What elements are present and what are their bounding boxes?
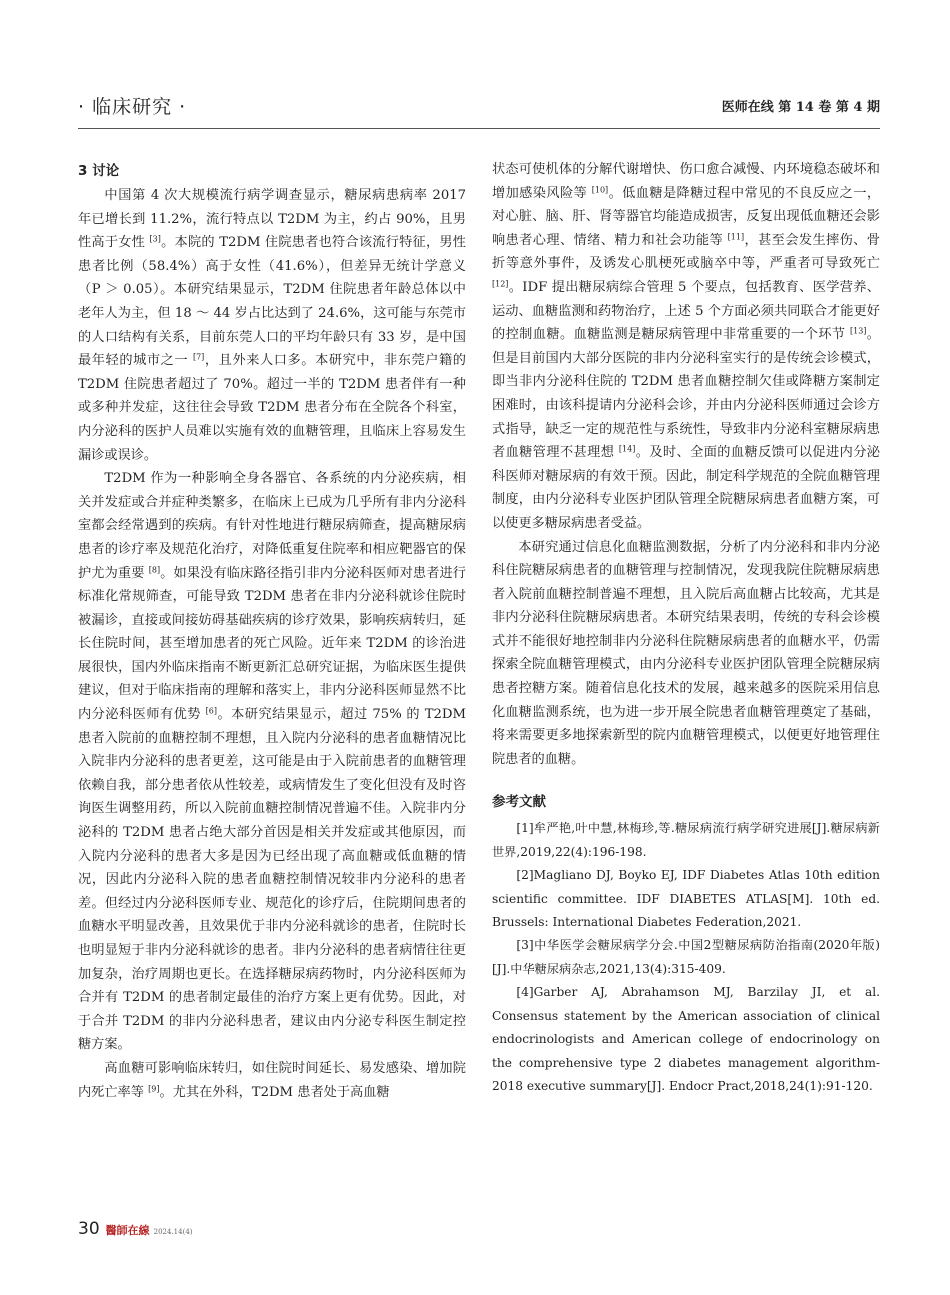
references-title: 参考文献	[492, 794, 546, 811]
body-paragraph	[78, 1057, 466, 1104]
paragraph-text: 。如果没有临床路径指引非内分泌科医师对患者进行标准化常规筛查，可能导致 T2DM 患者在非内分泌科就诊住院时被漏诊，直接或间接妨碍基础疾病的诊疗效果，影响疾病转归，延长住院时间，甚至增加患者的死亡风险。近年来 T2DM 的诊治进展很快，国内外临床指南不断更新汇总研究证据，为临床医生提供建议，但对于临床指南的理解和落实上，非内分泌科医师显然不比内分泌科医师有优势	[78, 565, 466, 723]
issue-label: 2024.14(4)	[153, 1228, 193, 1236]
citation-marker: [11]	[727, 232, 745, 242]
paragraph-text: 。及时、全面的血糖反馈可以促进内分泌科医师对糖尿病的有效干预。因此，制定科学规范的全院血糖管理制度，由内分泌科专业医护团队管理全院糖尿病患者血糖方案，可以使更多糖尿病患者受益。	[492, 445, 880, 531]
page-footer	[78, 1219, 193, 1241]
right-column-body	[492, 158, 880, 771]
left-column-body	[78, 184, 466, 1104]
body-paragraph	[492, 536, 880, 772]
paragraph-text: 。本研究结果显示，超过 75% 的 T2DM 患者入院前的血糖控制不理想，且入院内分泌科的患者血糖情况比入院非内分泌科的患者更差，这可能是由于入院前患者的血糖管理依赖自我，部分患者依从性较差，或病情发生了变化但没有及时咨询医生调整用药，所以入院前血糖控制情况普遍不佳。入院非内分泌科的 T2DM 患者占绝大部分首因是相关并发症或其他原因，而入院内分泌科的患者大多是因为已经出现了高血糖或低血糖的情况，因此内分泌科入院的患者血糖控制情况较非内分泌科的患者差。但经过内分泌科医师专业、规范化的诊疗后，住院期间患者的血糖水平明显改善，且效果优于非内分泌科就诊的患者，住院时长也明显短于非内分泌科就诊的患者。非内分泌科的患者病情往往更加复杂，治疗周期也更长。在选择糖尿病药物时，内分泌科医师为合并有 T2DM 的患者制定最佳的治疗方案上更有优势。因此，对于合并 T2DM 的非内分泌科患者，建议由内分泌专科医生制定控糖方案。	[78, 707, 466, 1053]
citation-marker: [8]	[148, 565, 161, 575]
paragraph-text: 高血糖可影响临床转归，如住院时间延长、易发感染、增加院内死亡率等	[78, 1060, 466, 1100]
citation-marker: [12]	[492, 279, 509, 289]
page-number: 30	[78, 1219, 100, 1239]
paragraph-text: 本研究通过信息化血糖监测数据，分析了内分泌科和非内分泌科住院糖尿病患者的血糖管理与控制情况，发现我院住院糖尿病患者入院前血糖控制普遍不理想，且入院后高血糖占比较高，尤其是非内分泌科住院糖尿病患者。本研究结果表明，传统的专科会诊模式并不能很好地控制非内分泌科住院糖尿病患者的血糖水平，仍需探索全院血糖管理模式，由内分泌科专业医护团队管理全院糖尿病患者控糖方案。随着信息化技术的发展，越来越多的医院采用信息化血糖监测系统，也为进一步开展全院患者血糖管理奠定了基础，将来需要更多地探索新型的院内血糖管理模式，以便更好地管理住院患者的血糖。	[492, 539, 880, 767]
paragraph-text: 。IDF 提出糖尿病综合管理 5 个要点，包括教育、医学营养、运动、血糖监测和药物治疗，上述 5 个方面必须共同联合才能更好的控制血糖。血糖监测是糖尿病管理中非常重要的一个环节	[492, 279, 880, 343]
references-list	[492, 817, 880, 1098]
citation-marker: [13]	[849, 326, 867, 336]
header-divider	[78, 128, 880, 129]
body-paragraph	[78, 184, 466, 467]
citation-marker: [10]	[591, 185, 609, 195]
paragraph-text: 。但是目前国内大部分医院的非内分泌科室实行的是传统会诊模式，即当非内分泌科住院的 T2DM 患者血糖控制欠佳或降糖方案制定困难时，由该科提请内分泌科会诊，并由内分泌科医师通过会诊方式指导，缺乏一定的规范性与系统性，导致非内分泌科室糖尿病患者血糖管理不甚理想	[492, 327, 880, 461]
paragraph-text: 。尤其在外科，T2DM 患者处于高血糖	[159, 1084, 390, 1100]
paragraph-text: 中国第 4 次大规模流行病学调查显示，糖尿病患病率 2017 年已增长到 11.2%，流行特点以 T2DM 为主，约占 90%，且男性高于女性	[78, 188, 466, 251]
left-column	[78, 158, 466, 1104]
body-paragraph	[492, 158, 880, 536]
right-column	[492, 158, 880, 1098]
page-header	[78, 92, 880, 122]
paragraph-text: 状态可使机体的分解代谢增快、伤口愈合减慢、内环境稳态破坏和增加感染风险等	[492, 162, 880, 201]
reference-item: [3]中华医学会糖尿病学分会.中国2型糖尿病防治指南(2020年版)[J].中华糖尿病杂志,2021,13(4):315-409.	[492, 938, 880, 976]
citation-marker: [6]	[205, 706, 217, 716]
body-paragraph	[78, 467, 466, 1057]
citation-marker: [3]	[149, 234, 161, 244]
reference-item: [1]牟严艳,叶中慧,林梅珍,等.糖尿病流行病学研究进展[J].糖尿病新世界,2019,22(4):196-198.	[492, 821, 880, 859]
section-name: · 临床研究 ·	[78, 96, 187, 118]
paragraph-text: ，且外来人口多。本研究中，非东莞户籍的 T2DM 住院患者超过了 70%。超过一半的 T2DM 患者伴有一种或多种并发症，这往往会导致 T2DM 患者分布在全院各个科室，内分泌科的医护人员难以实施有效的血糖管理，且临床上容易发生漏诊或误诊。	[78, 353, 466, 463]
reference-item: [4]Garber AJ, Abrahamson MJ, Barzilay JI, et al. Consensus statement by the American association of clinical endocrinologists and American college of endocrinology on the comprehensive type 2 diabetes management algorithm-2018 executive summary[J]. Endocr Pract,2018,24(1):91-120.	[492, 985, 880, 1093]
section-heading: 3 讨论	[78, 163, 120, 179]
paragraph-text: 。本院的 T2DM 住院患者也符合该流行特征，男性患者比例（58.4%）高于女性（41.6%），但差异无统计学意义（P ＞ 0.05）。本研究结果显示，T2DM 住院患者年龄总体以中老年人为主，但 18 ～ 44 岁占比达到了 24.6%，这可能与东莞市的人口结构有关系，目前东莞人口的平均年龄只有 33 岁，是中国最年轻的城市之一	[78, 235, 466, 369]
paragraph-text: 。低血糖是降糖过程中常见的不良反应之一，对心脏、脑、肝、肾等器官均能造成损害，反复出现低血糖还会影响患者心理、情绪、精力和社会功能等	[492, 185, 881, 248]
journal-info: 医师在线 第 14 卷 第 4 期	[721, 100, 880, 115]
paragraph-text: ，甚至会发生摔伤、骨折等意外事件，及诱发心肌梗死或脑卒中等，严重者可导致死亡	[492, 232, 880, 272]
paragraph-text: T2DM 作为一种影响全身各器官、各系统的内分泌疾病，相关并发症或合并症种类繁多，在临床上已成为几乎所有非内分泌科室都会经常遇到的疾病。有针对性地进行糖尿病筛查，提高糖尿病患者的诊疗率及规范化治疗，对降低重复住院率和相应靶器官的保护尤为重要	[78, 471, 466, 581]
citation-marker: [14]	[618, 444, 636, 454]
reference-item: [2]Magliano DJ, Boyko EJ, IDF Diabetes Atlas 10th edition scientific committee. IDF DIABETES ATLAS[M]. 10th ed. Brussels: International Diabetes Federation,2021.	[492, 868, 880, 930]
citation-marker: [7]	[192, 352, 205, 362]
journal-logo: 醫師在線	[105, 1224, 150, 1237]
citation-marker: [9]	[148, 1084, 160, 1094]
